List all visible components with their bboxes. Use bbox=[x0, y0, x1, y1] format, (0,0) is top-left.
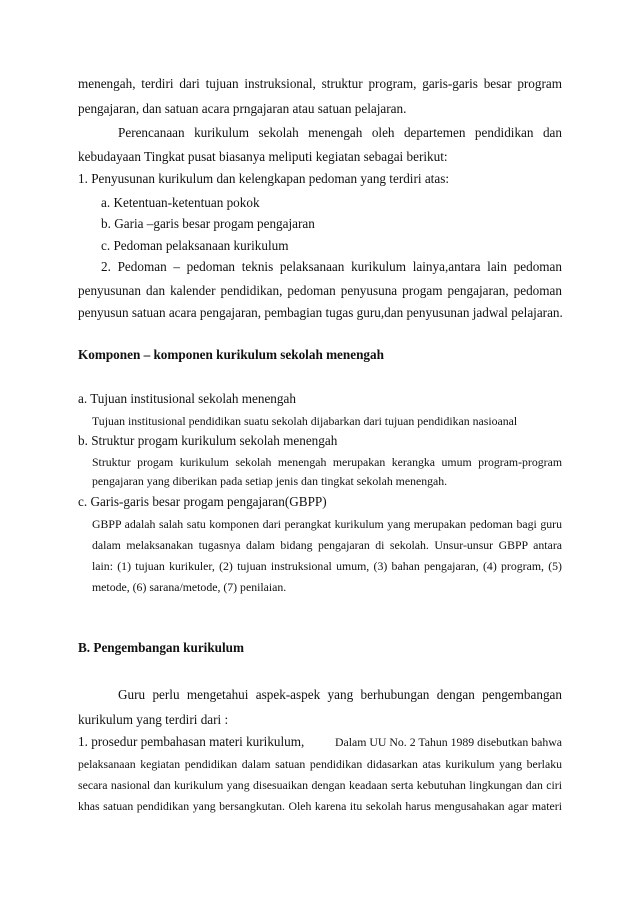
paragraph-line: kebudayaan Tingkat pusat biasanya meliputi kegiatan sebagai berikut: bbox=[78, 149, 448, 164]
paragraph-line: GBPP adalah salah satu komponen dari perangkat kurikulum yang merupakan pedoman bagi guru bbox=[92, 517, 562, 531]
list-item: 2. Pedoman – pedoman teknis pelaksanaan kurikulum lainya,antara lain pedoman bbox=[101, 259, 562, 274]
paragraph-line: Guru perlu mengetahui aspek-aspek yang berhubungan dengan pengembangan bbox=[118, 687, 562, 702]
list-item: b. Garia –garis besar progam pengajaran bbox=[101, 216, 315, 231]
paragraph-line: pengajaran, dan satuan acara prngajaran atau satuan pelajaran. bbox=[78, 101, 407, 116]
paragraph-line: kurikulum yang terdiri dari : bbox=[78, 712, 229, 727]
paragraph-line: Tujuan institusional pendidikan suatu sekolah dijabarkan dari tujuan pendidikan nasioanal bbox=[92, 414, 518, 428]
section-heading: Komponen – komponen kurikulum sekolah menengah bbox=[78, 347, 384, 362]
paragraph-line: metode, (6) sarana/metode, (7) penilaian. bbox=[92, 580, 287, 594]
paragraph-line: secara nasional dan kurikulum yang disesuaikan dengan keadaan serta kebutuhan lingkungan dan ciri bbox=[78, 778, 562, 792]
paragraph-line: dalam melaksanakan tugasnya dalam bidang pengajaran di sekolah. Unsur-unsur GBPP antara bbox=[92, 538, 562, 552]
list-item: a. Tujuan institusional sekolah menengah bbox=[78, 391, 296, 406]
list-item: a. Ketentuan-ketentuan pokok bbox=[101, 195, 260, 210]
paragraph-line bbox=[78, 734, 562, 750]
paragraph-line: menengah, terdiri dari tujuan instruksional, struktur program, garis-garis besar program bbox=[78, 76, 562, 91]
list-item: 1. Penyusunan kurikulum dan kelengkapan pedoman yang terdiri atas: bbox=[78, 171, 449, 186]
paragraph-line: Struktur progam kurikulum sekolah menengah merupakan kerangka umum program-program bbox=[92, 455, 562, 469]
list-item-lead: 1. prosedur pembahasan materi kurikulum, bbox=[78, 734, 305, 749]
list-item: c. Garis-garis besar progam pengajaran(GBPP) bbox=[78, 494, 327, 509]
paragraph-line: pelaksanaan kegiatan pendidikan dalam satuan pendidikan didasarkan atas kurikulum yang berlaku bbox=[78, 757, 562, 771]
section-heading: B. Pengembangan kurikulum bbox=[78, 640, 244, 655]
paragraph-line: penyusunan dan kalender pendidikan, pedoman penyusuna progam pengajaran, pedoman bbox=[78, 283, 562, 298]
paragraph-text: Dalam UU No. 2 Tahun 1989 disebutkan bahwa bbox=[335, 735, 562, 749]
paragraph-line: pengajaran yang diberikan pada setiap jenis dan tingkat sekolah menengah. bbox=[92, 474, 448, 488]
paragraph-line: khas satuan pendidikan yang bersangkutan. Oleh karena itu sekolah harus mengusahakan agar materi bbox=[78, 799, 562, 813]
list-item: b. Struktur progam kurikulum sekolah menengah bbox=[78, 433, 338, 448]
paragraph-line: lain: (1) tujuan kurikuler, (2) tujuan instruksional umum, (3) bahan pengajaran, (4) program, (5) bbox=[92, 559, 562, 573]
paragraph-line: Perencanaan kurikulum sekolah menengah oleh departemen pendidikan dan bbox=[118, 125, 562, 140]
paragraph-line: penyusun satuan acara pengajaran, pembagian tugas guru,dan penyusunan jadwal pelajaran. bbox=[78, 305, 563, 320]
list-item: c. Pedoman pelaksanaan kurikulum bbox=[101, 238, 289, 253]
